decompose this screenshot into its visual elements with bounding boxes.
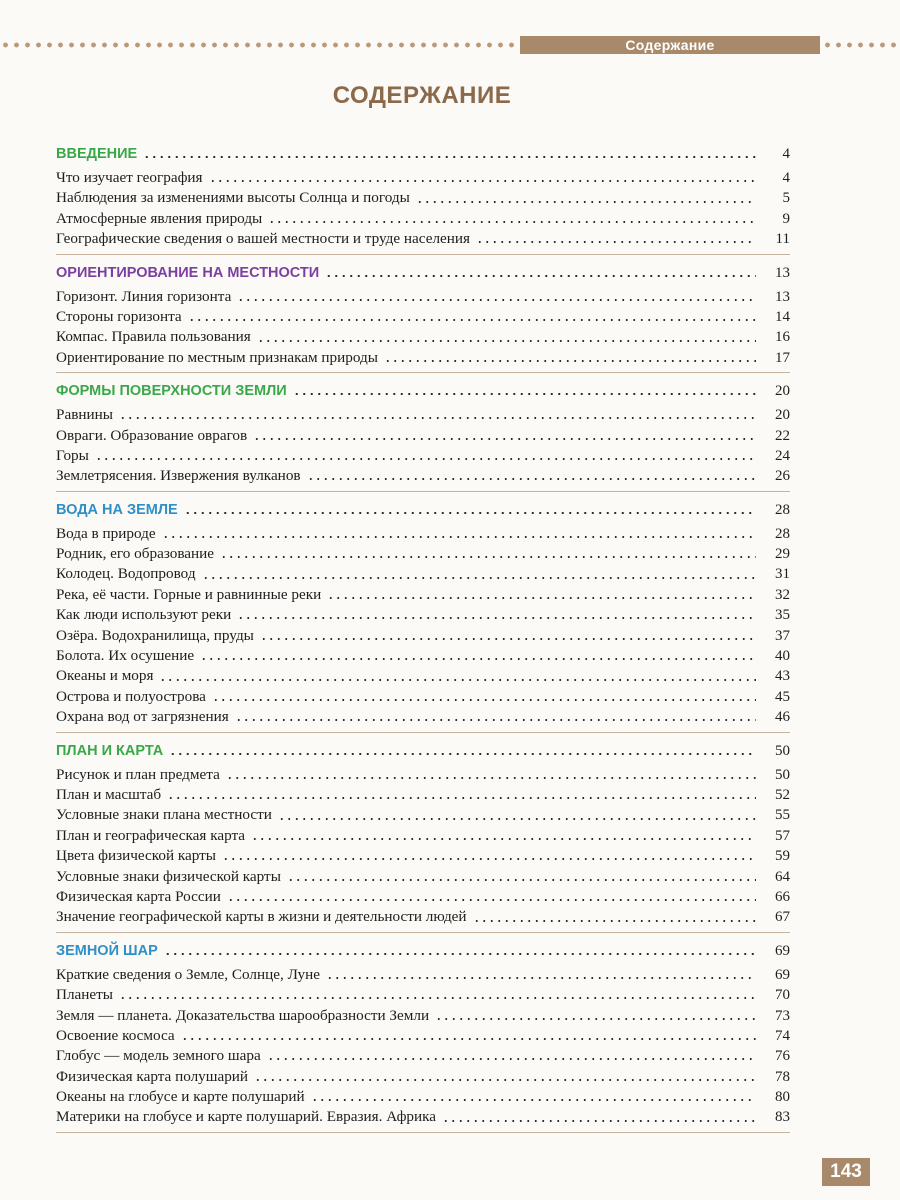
toc-entry-title: Освоение космоса xyxy=(56,1026,175,1044)
toc-page-number: 50 xyxy=(775,742,790,759)
section-tab: Содержание xyxy=(520,36,820,54)
toc-entry-title: Цвета физической карты xyxy=(56,847,216,865)
dot-leader xyxy=(287,878,756,882)
toc-entry[interactable] xyxy=(56,229,790,249)
toc-entry-title: Ориентирование по местным признакам природы xyxy=(56,348,378,366)
dot-leader xyxy=(119,996,756,1000)
dot-leader xyxy=(293,392,756,396)
toc-section xyxy=(56,379,790,492)
toc-section xyxy=(56,939,790,1133)
toc-entry-title: Краткие сведения о Земле, Солнце, Луне xyxy=(56,965,320,983)
dot-leader xyxy=(209,179,756,183)
dot-leader xyxy=(235,718,756,722)
toc-section-title: ВОДА НА ЗЕМЛЕ xyxy=(56,501,178,518)
toc-entry-title: Земля — планета. Доказательства шарообразности Земли xyxy=(56,1006,430,1024)
header-dotted-rule xyxy=(0,42,520,48)
toc-page-number: 78 xyxy=(775,1068,790,1085)
toc-page-number: 4 xyxy=(782,170,790,186)
dot-leader xyxy=(164,952,756,956)
dot-leader xyxy=(253,437,756,441)
toc-entry-title: Как люди используют реки xyxy=(56,606,232,624)
toc-page-number: 22 xyxy=(775,427,790,444)
toc-page-number: 16 xyxy=(775,329,790,346)
toc-entry[interactable] xyxy=(56,1006,790,1026)
dot-leader xyxy=(260,637,756,641)
toc-page-number: 73 xyxy=(775,1007,790,1024)
toc-entry-title: Глобус — модель земного шара xyxy=(56,1047,261,1065)
toc-page-number: 14 xyxy=(775,308,790,325)
toc-section-title: ФОРМЫ ПОВЕРХНОСТИ ЗЕМЛИ xyxy=(56,383,287,400)
toc-page-number: 46 xyxy=(775,709,790,726)
toc-page-number: 69 xyxy=(775,966,790,983)
toc-page-number: 59 xyxy=(775,848,790,865)
dot-leader xyxy=(237,616,756,620)
toc-section xyxy=(56,498,790,733)
toc-entry[interactable] xyxy=(56,605,790,625)
toc-entry[interactable] xyxy=(56,1067,790,1087)
toc-page-number: 80 xyxy=(775,1089,790,1106)
toc-entry-title: Наблюдения за изменениями высоты Солнца и погоды xyxy=(56,189,410,207)
toc-entry-title: Условные знаки физической карты xyxy=(56,867,281,885)
toc-page-number: 24 xyxy=(775,447,790,464)
toc-entry[interactable] xyxy=(56,887,790,907)
dot-leader xyxy=(159,678,756,682)
toc-entry-title: Острова и полуострова xyxy=(56,687,206,705)
toc-entry[interactable] xyxy=(56,348,790,368)
toc-page-number: 76 xyxy=(775,1048,790,1065)
toc-section-title: ЗЕМНОЙ ШАР xyxy=(56,942,158,959)
toc-entry[interactable] xyxy=(56,805,790,825)
toc-page-number: 35 xyxy=(775,607,790,624)
toc-entry[interactable] xyxy=(56,1026,790,1046)
dot-leader xyxy=(220,555,756,559)
toc-entry-title: Землетрясения. Извержения вулканов xyxy=(56,467,301,485)
toc-entry-title: Условные знаки плана местности xyxy=(56,806,272,824)
toc-entry[interactable] xyxy=(56,687,790,707)
dot-leader xyxy=(162,535,756,539)
dot-leader xyxy=(307,477,756,481)
dot-leader xyxy=(226,776,756,780)
dot-leader xyxy=(257,339,756,343)
toc-section-heading[interactable] xyxy=(56,261,790,285)
toc-entry[interactable] xyxy=(56,544,790,564)
toc-entry[interactable] xyxy=(56,765,790,785)
toc-page-number: 20 xyxy=(775,383,790,400)
toc-page-number: 64 xyxy=(775,868,790,885)
toc-page-number: 28 xyxy=(775,501,790,518)
toc-section-heading[interactable] xyxy=(56,142,790,166)
toc-entry-title: Овраги. Образование оврагов xyxy=(56,426,248,444)
toc-entry[interactable] xyxy=(56,646,790,666)
dot-leader xyxy=(325,274,756,278)
toc-page-number: 26 xyxy=(775,468,790,485)
toc-entry[interactable] xyxy=(56,426,790,446)
toc-page-number: 55 xyxy=(775,807,790,824)
toc-entry-title: Атмосферные явления природы xyxy=(56,209,263,227)
toc-section-heading[interactable] xyxy=(56,498,790,522)
dot-leader xyxy=(435,1017,756,1021)
header-dotted-rule-right xyxy=(822,42,900,48)
toc-page-number: 50 xyxy=(775,766,790,783)
toc-entry[interactable] xyxy=(56,1046,790,1066)
toc-entry[interactable] xyxy=(56,585,790,605)
toc-entry-title: Горизонт. Линия горизонта xyxy=(56,287,232,305)
toc-entry-title: Океаны на глобусе и карте полушарий xyxy=(56,1088,305,1106)
toc-section-title: ОРИЕНТИРОВАНИЕ НА МЕСТНОСТИ xyxy=(56,264,320,281)
dot-leader xyxy=(143,155,756,159)
dot-leader xyxy=(202,576,756,580)
toc-entry[interactable] xyxy=(56,1087,790,1107)
toc-entry[interactable] xyxy=(56,405,790,425)
dot-leader xyxy=(268,220,756,224)
dot-leader xyxy=(237,298,756,302)
toc-section-title: ПЛАН И КАРТА xyxy=(56,742,164,759)
toc-entry[interactable] xyxy=(56,826,790,846)
dot-leader xyxy=(169,752,756,756)
toc-entry-title: План и масштаб xyxy=(56,785,162,803)
toc-page-number: 69 xyxy=(775,942,790,959)
toc-page-number: 4 xyxy=(782,146,790,162)
toc-page-number: 5 xyxy=(782,190,790,207)
toc-section-heading[interactable] xyxy=(56,379,790,403)
toc-entry-title: Стороны горизонта xyxy=(56,307,182,325)
toc-entry-title: Материки на глобусе и карте полушарий. Евразия. Африка xyxy=(56,1108,437,1126)
toc-section xyxy=(56,142,790,255)
toc-entry[interactable] xyxy=(56,785,790,805)
toc-entry-title: Значение географической карты в жизни и деятельности людей xyxy=(56,908,467,926)
dot-leader xyxy=(416,200,756,204)
dot-leader xyxy=(188,318,756,322)
dot-leader xyxy=(311,1098,756,1102)
dot-leader xyxy=(384,359,756,363)
toc-entry-title: Рисунок и план предмета xyxy=(56,765,220,783)
toc-page-number: 57 xyxy=(775,827,790,844)
toc-page-number: 11 xyxy=(775,231,790,248)
dot-leader xyxy=(254,1078,756,1082)
toc-page-number: 31 xyxy=(775,566,790,583)
toc-page-number: 37 xyxy=(775,627,790,644)
dot-leader xyxy=(222,857,756,861)
toc-entry-title: Физическая карта полушарий xyxy=(56,1067,249,1085)
dot-leader xyxy=(326,976,756,980)
dot-leader xyxy=(251,837,756,841)
dot-leader xyxy=(167,796,756,800)
toc-page-number: 83 xyxy=(775,1109,790,1126)
toc-page-number: 43 xyxy=(775,668,790,685)
toc-section-heading[interactable] xyxy=(56,939,790,963)
toc-entry[interactable] xyxy=(56,327,790,347)
toc-page-number: 45 xyxy=(775,688,790,705)
toc-page-number: 32 xyxy=(775,586,790,603)
toc-entry-title: Колодец. Водопровод xyxy=(56,565,196,583)
toc-section-heading[interactable] xyxy=(56,739,790,763)
dot-leader xyxy=(184,511,756,515)
dot-leader xyxy=(267,1057,756,1061)
toc-entry[interactable] xyxy=(56,985,790,1005)
toc-section xyxy=(56,261,790,374)
toc-entry[interactable] xyxy=(56,168,790,188)
toc-entry-title: Болота. Их осушение xyxy=(56,647,195,665)
toc-entry-title: Родник, его образование xyxy=(56,545,215,563)
page-number: 143 xyxy=(822,1158,870,1186)
toc-entry-title: Река, её части. Горные и равнинные реки xyxy=(56,585,322,603)
toc-page-number: 29 xyxy=(775,546,790,563)
toc-entry[interactable] xyxy=(56,707,790,727)
toc-entry-title: Планеты xyxy=(56,986,113,1004)
toc-entry-title: Океаны и моря xyxy=(56,667,154,685)
toc-entry-title: Охрана вод от загрязнения xyxy=(56,708,229,726)
toc-entry-title: Что изучает география xyxy=(56,169,203,186)
toc-entry-title: План и географическая карта xyxy=(56,826,246,844)
table-of-contents xyxy=(56,142,790,1139)
dot-leader xyxy=(442,1119,756,1123)
dot-leader xyxy=(119,416,756,420)
toc-entry[interactable] xyxy=(56,446,790,466)
toc-page-number: 67 xyxy=(775,909,790,926)
dot-leader xyxy=(473,919,756,923)
toc-page-number: 17 xyxy=(775,349,790,366)
toc-entry-title: Компас. Правила пользования xyxy=(56,328,251,346)
toc-entry[interactable] xyxy=(56,626,790,646)
toc-page-number: 13 xyxy=(775,288,790,305)
dot-leader xyxy=(212,698,756,702)
dot-leader xyxy=(476,240,756,244)
toc-page-number: 40 xyxy=(775,648,790,665)
toc-entry[interactable] xyxy=(56,287,790,307)
toc-entry[interactable] xyxy=(56,846,790,866)
toc-page-number: 74 xyxy=(775,1027,790,1044)
toc-entry[interactable] xyxy=(56,466,790,486)
toc-page-number: 70 xyxy=(775,987,790,1004)
toc-entry[interactable] xyxy=(56,209,790,229)
dot-leader xyxy=(327,596,756,600)
toc-section-title: ВВЕДЕНИЕ xyxy=(56,146,138,162)
toc-section xyxy=(56,739,790,933)
toc-entry-title: Озёра. Водохранилища, пруды xyxy=(56,626,254,644)
toc-page-number: 13 xyxy=(775,264,790,281)
toc-page-number: 28 xyxy=(775,525,790,542)
dot-leader xyxy=(278,817,756,821)
toc-page-number: 20 xyxy=(775,407,790,424)
toc-entry[interactable] xyxy=(56,965,790,985)
toc-entry[interactable] xyxy=(56,307,790,327)
toc-entry-title: Физическая карта России xyxy=(56,887,221,905)
toc-entry[interactable] xyxy=(56,564,790,584)
toc-page-number: 9 xyxy=(782,210,790,227)
dot-leader xyxy=(181,1037,756,1041)
toc-page-number: 66 xyxy=(775,888,790,905)
toc-entry-title: Горы xyxy=(56,446,89,464)
dot-leader xyxy=(200,657,756,661)
toc-entry[interactable] xyxy=(56,907,790,927)
toc-entry[interactable] xyxy=(56,188,790,208)
toc-page-number: 52 xyxy=(775,786,790,803)
toc-entry[interactable] xyxy=(56,867,790,887)
toc-entry-title: Географические сведения о вашей местности и труде населения xyxy=(56,230,471,248)
toc-entry[interactable] xyxy=(56,1107,790,1127)
dot-leader xyxy=(227,898,756,902)
toc-entry[interactable] xyxy=(56,524,790,544)
toc-entry[interactable] xyxy=(56,666,790,686)
page-title: СОДЕРЖАНИЕ xyxy=(332,82,512,109)
toc-entry-title: Вода в природе xyxy=(56,524,156,542)
header-band xyxy=(0,36,900,54)
toc-entry-title: Равнины xyxy=(56,406,113,424)
dot-leader xyxy=(95,457,756,461)
